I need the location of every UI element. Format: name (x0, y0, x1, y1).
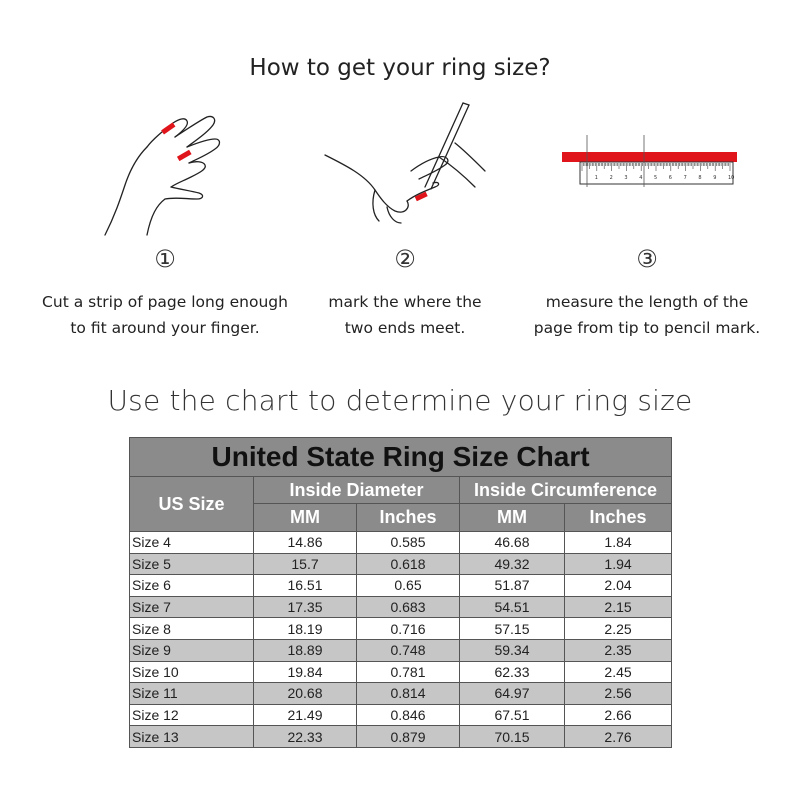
table-cell: 22.33 (254, 726, 357, 748)
table-cell: 57.15 (460, 618, 565, 640)
table-cell: 15.7 (254, 553, 357, 575)
ring-size-table (129, 437, 672, 748)
table-cell: 0.748 (357, 639, 460, 661)
table-cell: 2.25 (565, 618, 672, 640)
inside-circumference-header: Inside Circumference (460, 477, 672, 504)
step-3 (512, 95, 782, 337)
table-cell: 0.879 (357, 726, 460, 748)
mm-header: MM (254, 504, 357, 532)
table-cell: 59.34 (460, 639, 565, 661)
table-row (130, 661, 672, 683)
table-cell: 62.33 (460, 661, 565, 683)
ruler-tick-label: 10 (728, 175, 735, 181)
table-cell: Size 4 (130, 532, 254, 554)
table-cell: 51.87 (460, 575, 565, 597)
ruler-tick-label: 7 (683, 175, 687, 181)
step-number: ③ (636, 245, 658, 273)
paper-strip-icon (177, 150, 192, 161)
table-body (130, 532, 672, 748)
step-line: mark the where the (328, 293, 482, 311)
table-cell: 46.68 (460, 532, 565, 554)
table-cell: 19.84 (254, 661, 357, 683)
step-description (270, 289, 540, 341)
us-size-header: US Size (130, 477, 254, 532)
table-cell: 2.56 (565, 683, 672, 705)
table-cell: 21.49 (254, 704, 357, 726)
ruler-tick-label: 9 (713, 175, 717, 181)
table-cell: 2.15 (565, 596, 672, 618)
table-cell: 20.68 (254, 683, 357, 705)
inches-header: Inches (357, 504, 460, 532)
table-row (130, 575, 672, 597)
inside-diameter-header: Inside Diameter (254, 477, 460, 504)
ruler-tick-label: 3 (624, 175, 628, 181)
table-cell: Size 5 (130, 553, 254, 575)
step-description (30, 289, 300, 341)
table-row (130, 639, 672, 661)
table-cell: 70.15 (460, 726, 565, 748)
table-cell: 18.19 (254, 618, 357, 640)
table-cell: Size 8 (130, 618, 254, 640)
table-cell: 0.781 (357, 661, 460, 683)
paper-strip-icon (562, 152, 737, 162)
table-cell: 2.04 (565, 575, 672, 597)
table-cell: 14.86 (254, 532, 357, 554)
table-cell: 0.65 (357, 575, 460, 597)
table-cell: 17.35 (254, 596, 357, 618)
mm-header: MM (460, 504, 565, 532)
table-cell: Size 12 (130, 704, 254, 726)
table-cell: 2.35 (565, 639, 672, 661)
table-cell: 0.683 (357, 596, 460, 618)
table-cell: Size 10 (130, 661, 254, 683)
table-cell: 0.846 (357, 704, 460, 726)
step-number: ② (394, 245, 416, 273)
ruler-tick-label: 8 (698, 175, 702, 181)
table-cell: Size 7 (130, 596, 254, 618)
inches-header: Inches (565, 504, 672, 532)
table-row (130, 704, 672, 726)
table-cell: Size 11 (130, 683, 254, 705)
table-row (130, 683, 672, 705)
table-cell: 54.51 (460, 596, 565, 618)
table-cell: 2.76 (565, 726, 672, 748)
step-number: ① (154, 245, 176, 273)
table-cell: Size 13 (130, 726, 254, 748)
pencil-mark-icon (315, 95, 495, 245)
table-cell: Size 6 (130, 575, 254, 597)
table-cell: 64.97 (460, 683, 565, 705)
table-cell: 0.814 (357, 683, 460, 705)
table-cell: 16.51 (254, 575, 357, 597)
table-cell: 0.585 (357, 532, 460, 554)
step-line: page from tip to pencil mark. (533, 319, 761, 337)
table-cell: 1.94 (565, 553, 672, 575)
table-cell: 18.89 (254, 639, 357, 661)
table-cell: 1.84 (565, 532, 672, 554)
step-line: Cut a strip of page long enough (42, 293, 288, 311)
ruler-tick-label: 2 (609, 175, 613, 181)
table-row (130, 553, 672, 575)
ruler-tick-label: 5 (654, 175, 658, 181)
table-cell: 2.45 (565, 661, 672, 683)
table-cell: 0.618 (357, 553, 460, 575)
ruler-icon (552, 95, 742, 245)
table-row (130, 618, 672, 640)
step-line: measure the length of the (545, 293, 749, 311)
step-2 (270, 95, 540, 337)
hand-wrap-icon (95, 95, 235, 245)
chart-subtitle: Use the chart to determine your ring size (107, 384, 693, 417)
ruler-tick-label: 1 (594, 175, 598, 181)
step-1 (30, 95, 300, 337)
table-cell: 2.66 (565, 704, 672, 726)
step-description (512, 289, 782, 341)
step-line: two ends meet. (344, 319, 466, 337)
table-row (130, 532, 672, 554)
page-title: How to get your ring size? (249, 55, 551, 81)
table-row (130, 726, 672, 748)
paper-strip-icon (161, 122, 175, 134)
step-line: to fit around your finger. (70, 319, 260, 337)
table-cell: 67.51 (460, 704, 565, 726)
table-cell: Size 9 (130, 639, 254, 661)
table-cell: 49.32 (460, 553, 565, 575)
ruler-tick-label: 4 (639, 175, 643, 181)
table-cell: 0.716 (357, 618, 460, 640)
table-row (130, 596, 672, 618)
ruler-tick-label: 6 (668, 175, 672, 181)
table-title: United State Ring Size Chart (130, 438, 672, 477)
